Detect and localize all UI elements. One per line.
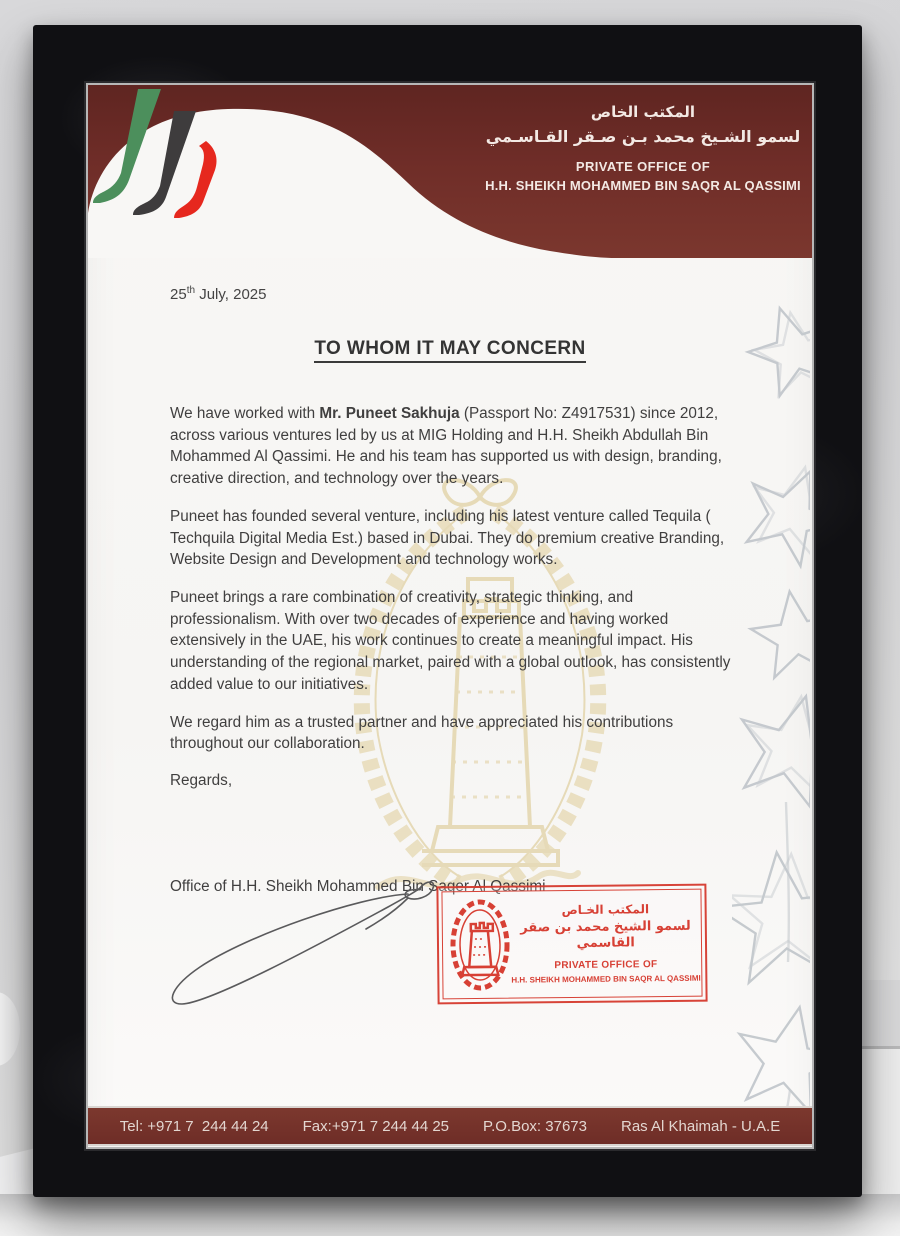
star-doodles bbox=[732, 262, 810, 1112]
signatory-office-line: Office of H.H. Sheikh Mohammed Bin Saqer Al Qassimi bbox=[170, 877, 546, 895]
paragraph-1 bbox=[170, 403, 737, 490]
letterhead-text bbox=[478, 101, 808, 193]
date-day: 25 bbox=[170, 286, 187, 303]
paragraph-1-lead: We have worked with bbox=[170, 405, 320, 422]
letterhead-arabic-2: لسمو الشـيخ محمد بـن صـقر القـاسـمي bbox=[485, 126, 801, 146]
paragraph-1-rest: (Passport No: Z4917531) since 2012, across various ventures led by us at MIG Holding and H.H. Sheikh Abdullah Bin Mohammed Al Qassimi. He and his team has supported us with design, branding, creative direction, and technology over the years. bbox=[170, 405, 722, 488]
paragraph-2: Puneet has founded several venture, including his latest venture called Tequila ( Techquila Digital Media Est.) based in Dubai. They do premium creative Branding, Website Design and Development and technology works. bbox=[170, 507, 725, 569]
stamp-arabic-1: المكتب الخـاص bbox=[561, 902, 650, 918]
stamp-text-block bbox=[511, 902, 701, 986]
subject-name: Mr. Puneet Sakhuja bbox=[319, 405, 460, 422]
letterhead-band bbox=[88, 85, 812, 258]
paragraph-3: Puneet brings a rare combination of creativity, strategic thinking, and professionalism. With over two decades of experience and having worked extensively in the UAE, his work continues to create a meaningful impact. His understanding of the regional market, paired with a global outlook, has consistently added value to our initiatives. bbox=[170, 589, 731, 693]
letterhead-english-2: H.H. SHEIKH MOHAMMED BIN SAQR AL QASSIMI bbox=[485, 178, 801, 194]
letter-document bbox=[88, 85, 812, 1147]
handwritten-signature bbox=[158, 873, 458, 1008]
footer-tel: Tel: +971 7 244 44 24 bbox=[119, 1117, 269, 1135]
office-logo-icon bbox=[88, 85, 228, 219]
date-suffix: th bbox=[186, 285, 196, 296]
stamp-english-1: PRIVATE OFFICE OF bbox=[554, 958, 658, 971]
stamp-emblem-icon bbox=[448, 895, 511, 996]
paragraph-4: We regard him as a trusted partner and have appreciated his contributions throughout our collaboration. bbox=[170, 713, 674, 753]
floor-strip bbox=[0, 1194, 900, 1236]
letter-title: TO WHOM IT MAY CONCERN bbox=[314, 338, 585, 363]
wall-object bbox=[0, 992, 20, 1066]
wall-seam bbox=[858, 1046, 900, 1196]
office-stamp bbox=[436, 884, 707, 1005]
footer-pobox: P.O.Box: 37673 bbox=[483, 1117, 587, 1135]
closing-regards: Regards, bbox=[170, 772, 233, 790]
date-rest: July, 2025 bbox=[195, 286, 267, 303]
letter-title-row bbox=[88, 338, 812, 363]
footer-fax: Fax:+971 7 244 44 25 bbox=[302, 1117, 450, 1135]
wall-panel bbox=[858, 980, 900, 1046]
letterhead-arabic-1: المكتب الخاص bbox=[590, 103, 696, 121]
letter-date bbox=[170, 285, 737, 303]
stamp-english-2: H.H. SHEIKH MOHAMMED BIN SAQR AL QASSIMI bbox=[511, 973, 701, 985]
footer-location: Ras Al Khaimah - U.A.E bbox=[620, 1117, 781, 1135]
picture-frame bbox=[33, 25, 862, 1197]
stamp-inner-border bbox=[441, 889, 702, 1000]
stamp-arabic-2: لسمو الشيخ محمد بن صقر القاسمي bbox=[520, 918, 691, 952]
footer-contact-bar bbox=[88, 1108, 812, 1144]
letterhead-english-1: PRIVATE OFFICE OF bbox=[575, 159, 711, 175]
